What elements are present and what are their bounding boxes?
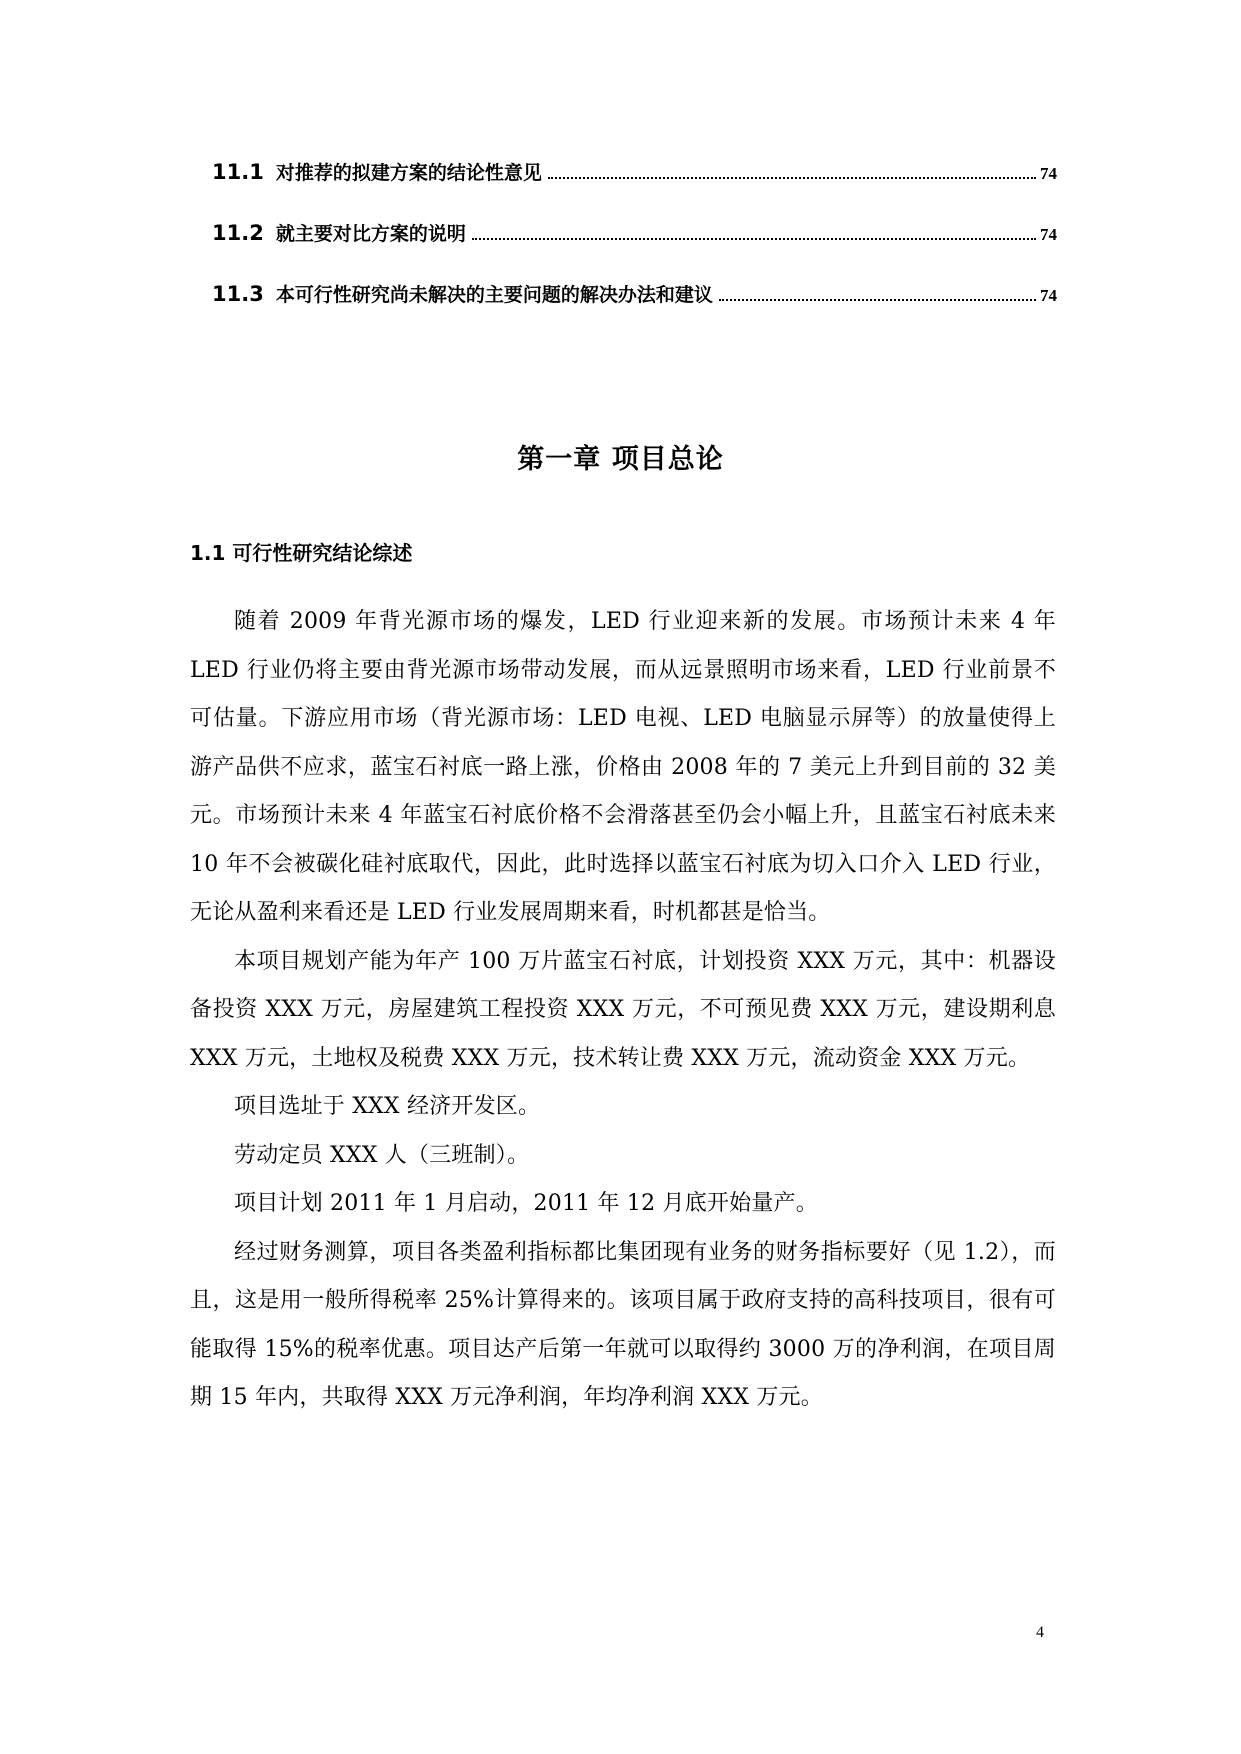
chapter-title: 第一章 项目总论 — [517, 444, 724, 475]
toc-leader-dots — [548, 177, 1036, 179]
body-text — [190, 598, 1056, 1423]
section-heading: 1.1 可行性研究结论综述 — [190, 541, 413, 565]
paragraph: 项目计划 2011 年 1 月启动，2011 年 12 月底开始量产。 — [234, 1191, 818, 1216]
paragraph: 本项目规划产能为年产 100 万片蓝宝石衬底，计划投资 XXX 万元，其中：机器设备投资 XXX 万元，房屋建筑工程投资 XXX 万元，不可预见费 XXX 万元，建设期利息 XXX 万元，土地权及税费 XXX 万元，技术转让费 XXX 万元，流动资金 XXX 万元。 — [190, 948, 1056, 1071]
toc-entry-page: 74 — [1040, 225, 1057, 244]
toc-entry-page: 74 — [1040, 286, 1057, 305]
toc-entry-number: 11.2 — [212, 221, 264, 245]
toc-entry-number: 11.1 — [212, 160, 264, 184]
toc-leader-dots — [719, 299, 1036, 301]
toc-entry-title: 就主要对比方案的说明 — [275, 223, 466, 245]
paragraph: 经过财务测算，项目各类盈利指标都比集团现有业务的财务指标要好（见 1.2），而且，这是用一般所得税率 25%计算得来的。该项目属于政府支持的高科技项目，很有可能取得 15%的税率优惠。项目达产后第一年就可以取得约 3000 万的净利润，在项目周期 15 年内，共取得 XXX 万元净利润，年均净利润 XXX 万元。 — [190, 1239, 1056, 1410]
paragraph: 劳动定员 XXX 人（三班制）。 — [234, 1142, 530, 1168]
paragraph: 随着 2009 年背光源市场的爆发，LED 行业迎来新的发展。市场预计未来 4 年 LED 行业仍将主要由背光源市场带动发展，而从远景照明市场来看，LED 行业前景不可估量。下游应用市场（背光源市场：LED 电视、LED 电脑显示屏等）的放量使得上游产品供不应求，蓝宝石衬底一路上涨，价格由 2008 年的 7 美元上升到目前的 32 美元。市场预计未来 4 年蓝宝石衬底价格不会滑落甚至仍会小幅上升，且蓝宝石衬底未来 10 年不会被碳化硅衬底取代，因此，此时选择以蓝宝石衬底为切入口介入 LED 行业，无论从盈利来看还是 LED 行业发展周期来看，时机都甚是恰当。 — [190, 609, 1056, 925]
toc-entry-title: 对推荐的拟建方案的结论性意见 — [275, 162, 542, 184]
toc-entry[interactable] — [212, 158, 1057, 188]
page-number: 4 — [1036, 1624, 1044, 1641]
paragraph: 项目选址于 XXX 经济开发区。 — [234, 1094, 541, 1119]
toc-entry-page: 74 — [1040, 164, 1057, 183]
toc-leader-dots — [472, 238, 1036, 240]
toc-entry-title: 本可行性研究尚未解决的主要问题的解决办法和建议 — [275, 284, 713, 306]
table-of-contents — [212, 158, 1057, 341]
toc-entry[interactable] — [212, 280, 1057, 310]
toc-entry[interactable] — [212, 219, 1057, 249]
toc-entry-number: 11.3 — [212, 282, 264, 306]
